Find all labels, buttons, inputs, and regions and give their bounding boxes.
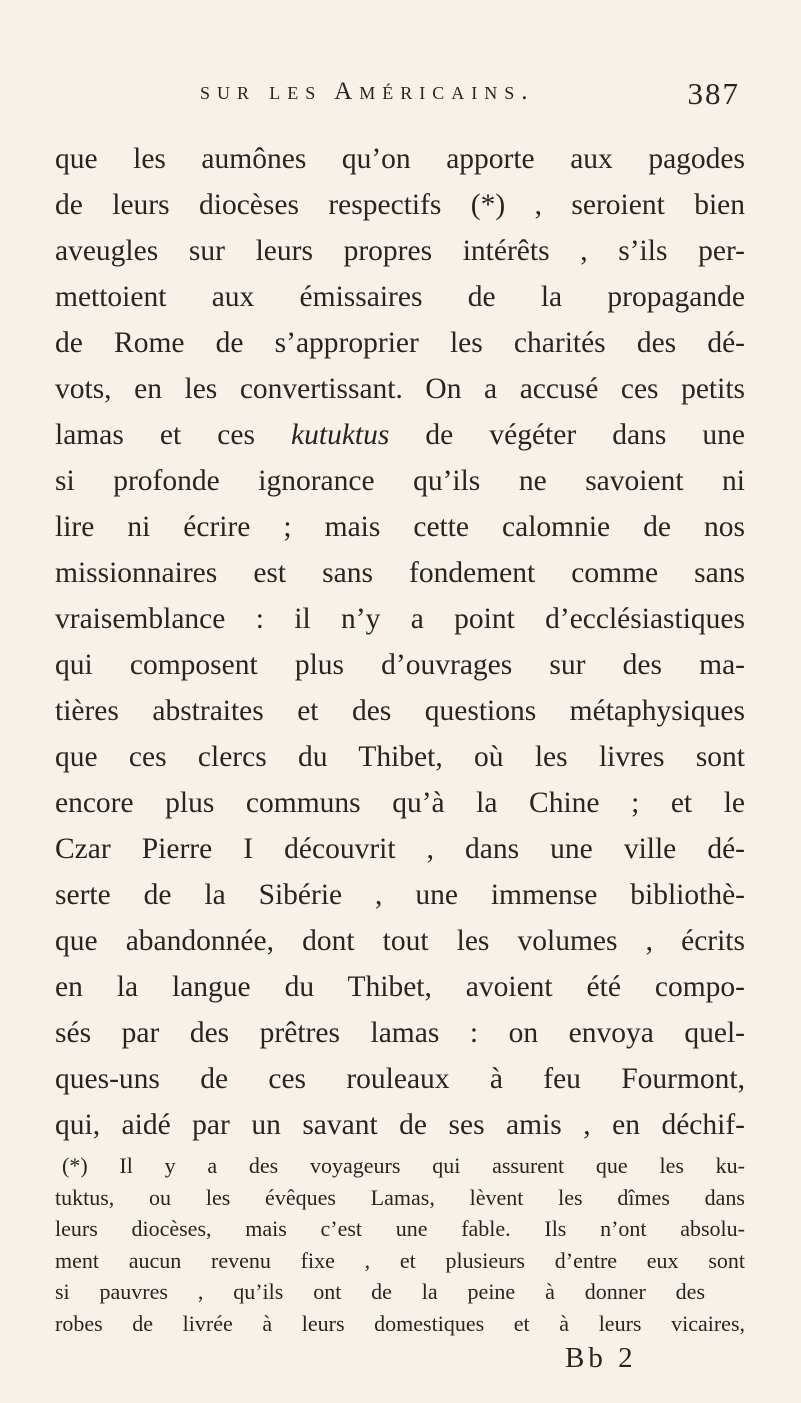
text-line: vots, en les convertissant. On a accusé ces petits (55, 373, 745, 405)
running-title: sur les Américains. (200, 78, 535, 105)
text-line: serte de la Sibérie , une immense bibliothè- (55, 879, 745, 911)
text-line: aveugles sur leurs propres intérêts , s’ils per- (55, 235, 745, 267)
text-line: qui composent plus d’ouvrages sur des ma- (55, 649, 745, 681)
signature-mark: Bb 2 (565, 1342, 637, 1374)
text-line: que les aumônes qu’on apporte aux pagodes (55, 143, 745, 175)
footnote-line: robes de livrée à leurs domestiques et à leurs vicaires, (55, 1310, 745, 1336)
text-line: mettoient aux émissaires de la propagande (55, 281, 745, 313)
text-line: qui, aidé par un savant de ses amis , en déchif- (55, 1109, 745, 1141)
text-line: en la langue du Thibet, avoient été compo- (55, 971, 745, 1003)
footnote-line: si pauvres , qu’ils ont de la peine à donner des (55, 1279, 705, 1304)
text-line: vraisemblance : il n’y a point d’ecclésiastiques (55, 603, 745, 635)
text-line: sés par des prêtres lamas : on envoya quel- (55, 1017, 745, 1049)
footnote-line: ment aucun revenu fixe , et plusieurs d’entre eux sont (55, 1247, 745, 1273)
footnote-line: tuktus, ou les évêques Lamas, lèvent les dîmes dans (55, 1184, 745, 1210)
text-line: lire ni écrire ; mais cette calomnie de nos (55, 511, 745, 543)
text-line: tières abstraites et des questions métaphysiques (55, 695, 745, 727)
footnote-line: (*) Il y a des voyageurs qui assurent que les ku- (62, 1153, 745, 1178)
text-line: encore plus communs qu’à la Chine ; et le (55, 787, 745, 819)
text-line: Czar Pierre I découvrit , dans une ville dé- (55, 833, 745, 865)
text-line: si profonde ignorance qu’ils ne savoient ni (55, 465, 745, 497)
page-number: 387 (687, 76, 740, 111)
running-header (200, 78, 740, 118)
text-line: que abandonnée, dont tout les volumes , écrits (55, 925, 745, 957)
text-line: ques-uns de ces rouleaux à feu Fourmont, (55, 1063, 745, 1095)
footnote-line: leurs diocèses, mais c’est une fable. Ils n’ont absolu- (55, 1216, 745, 1241)
text-line: que ces clercs du Thibet, où les livres sont (55, 741, 745, 773)
italic-term: kutuktus (291, 419, 390, 451)
text-line-with-italic: lamas et ces kutuktus de végéter dans une (55, 419, 745, 451)
text-line: de Rome de s’approprier les charités des dé- (55, 327, 745, 359)
text-line: missionnaires est sans fondement comme sans (55, 557, 745, 589)
text-line: de leurs diocèses respectifs (*) , seroient bien (55, 189, 745, 221)
